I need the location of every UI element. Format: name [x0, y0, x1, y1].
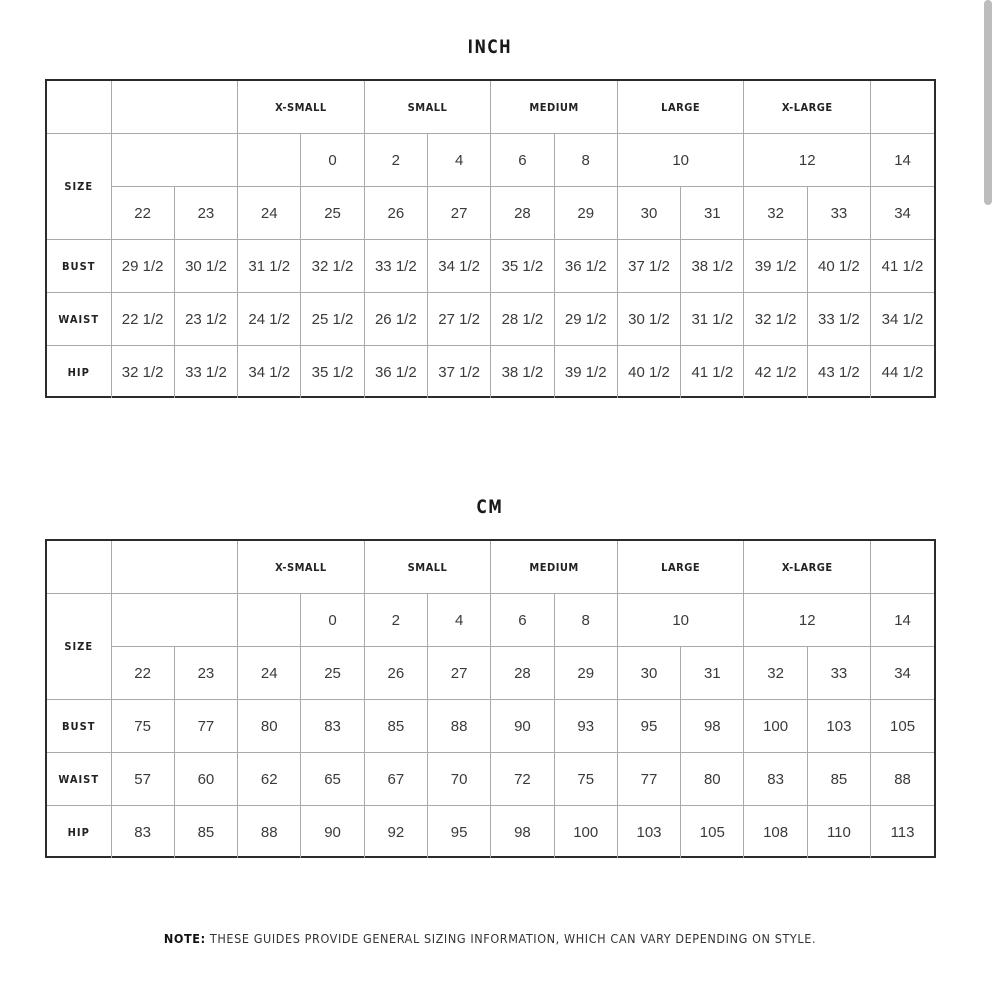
measurement-cell: 37 1/2: [427, 346, 490, 399]
waist-size-cell: 26: [364, 647, 427, 700]
waist-size-cell: 22: [111, 647, 174, 700]
measurement-cell: 36 1/2: [364, 346, 427, 399]
row-label-waist: WAIST: [47, 753, 111, 806]
waist-size-cell: 23: [174, 187, 237, 240]
measurement-cell: 83: [111, 806, 174, 859]
measurement-cell: 33 1/2: [174, 346, 237, 399]
measurement-cell: 38 1/2: [491, 346, 554, 399]
measurement-cell: 41 1/2: [681, 346, 744, 399]
measurement-cell: 35 1/2: [301, 346, 364, 399]
waist-size-cell: 31: [681, 187, 744, 240]
row-label-hip: HIP: [47, 806, 111, 859]
waist-size-cell: 27: [427, 187, 490, 240]
measurement-cell: 27 1/2: [427, 293, 490, 346]
table-row: [47, 806, 934, 859]
us-size-cell: 8: [554, 594, 617, 647]
measurement-cell: 75: [554, 753, 617, 806]
us-size-cell: 10: [617, 594, 744, 647]
measurement-cell: 36 1/2: [554, 240, 617, 293]
size-group-small: SMALL: [364, 541, 491, 594]
measurement-cell: 72: [491, 753, 554, 806]
table-row: [47, 647, 934, 700]
measurement-cell: 88: [871, 753, 934, 806]
measurement-cell: 22 1/2: [111, 293, 174, 346]
us-size-cell: 2: [364, 134, 427, 187]
row-label-size: SIZE: [47, 134, 111, 240]
measurement-cell: 80: [681, 753, 744, 806]
waist-size-cell: 24: [238, 187, 301, 240]
measurement-cell: 30 1/2: [174, 240, 237, 293]
waist-size-cell: 30: [617, 647, 680, 700]
measurement-cell: 42 1/2: [744, 346, 807, 399]
empty-cell: [47, 541, 111, 594]
us-size-cell: 0: [301, 134, 364, 187]
measurement-cell: 32 1/2: [744, 293, 807, 346]
measurement-cell: 60: [174, 753, 237, 806]
measurement-cell: 77: [174, 700, 237, 753]
measurement-cell: 77: [617, 753, 680, 806]
size-group-large: LARGE: [617, 541, 744, 594]
measurement-cell: 110: [807, 806, 870, 859]
waist-size-cell: 27: [427, 647, 490, 700]
row-label-bust: BUST: [47, 700, 111, 753]
measurement-cell: 98: [681, 700, 744, 753]
page-scrollbar[interactable]: [984, 0, 992, 205]
measurement-cell: 35 1/2: [491, 240, 554, 293]
measurement-cell: 105: [681, 806, 744, 859]
measurement-cell: 40 1/2: [807, 240, 870, 293]
empty-cell: [871, 541, 934, 594]
us-size-cell: 6: [491, 594, 554, 647]
waist-size-cell: 32: [744, 647, 807, 700]
measurement-cell: 70: [427, 753, 490, 806]
table-row: [47, 541, 934, 594]
table-row: [47, 293, 934, 346]
size-group-small: SMALL: [364, 81, 491, 134]
us-size-cell: 6: [491, 134, 554, 187]
measurement-cell: 28 1/2: [491, 293, 554, 346]
empty-cell: [111, 594, 238, 647]
size-group-large: LARGE: [617, 81, 744, 134]
measurement-cell: 85: [174, 806, 237, 859]
us-size-cell: 8: [554, 134, 617, 187]
empty-cell: [238, 134, 301, 187]
measurement-cell: 32 1/2: [111, 346, 174, 399]
measurement-cell: 62: [238, 753, 301, 806]
measurement-cell: 34 1/2: [427, 240, 490, 293]
measurement-cell: 33 1/2: [807, 293, 870, 346]
waist-size-cell: 23: [174, 647, 237, 700]
measurement-cell: 39 1/2: [744, 240, 807, 293]
size-group-medium: MEDIUM: [491, 81, 618, 134]
measurement-cell: 38 1/2: [681, 240, 744, 293]
inch-size-table: [45, 79, 936, 398]
note-prefix: NOTE:: [163, 931, 206, 946]
measurement-cell: 39 1/2: [554, 346, 617, 399]
measurement-cell: 85: [364, 700, 427, 753]
measurement-cell: 93: [554, 700, 617, 753]
note-text: THESE GUIDES PROVIDE GENERAL SIZING INFORMATION, WHICH CAN VARY DEPENDING ON STYLE.: [205, 931, 817, 946]
cm-section-title: CM: [476, 496, 504, 518]
measurement-cell: 98: [491, 806, 554, 859]
measurement-cell: 26 1/2: [364, 293, 427, 346]
row-label-size: SIZE: [47, 594, 111, 700]
empty-cell: [871, 81, 934, 134]
measurement-cell: 31 1/2: [238, 240, 301, 293]
size-group-xsmall: X-SMALL: [238, 81, 365, 134]
measurement-cell: 29 1/2: [111, 240, 174, 293]
measurement-cell: 92: [364, 806, 427, 859]
measurement-cell: 103: [807, 700, 870, 753]
us-size-cell: 0: [301, 594, 364, 647]
measurement-cell: 105: [871, 700, 934, 753]
size-group-xlarge: X-LARGE: [744, 81, 871, 134]
us-size-cell: 2: [364, 594, 427, 647]
measurement-cell: 90: [491, 700, 554, 753]
size-group-xsmall: X-SMALL: [238, 541, 365, 594]
us-size-cell: 4: [427, 594, 490, 647]
measurement-cell: 95: [617, 700, 680, 753]
table-row: [47, 753, 934, 806]
waist-size-cell: 22: [111, 187, 174, 240]
cm-size-table: [45, 539, 936, 858]
us-size-cell: 12: [744, 134, 871, 187]
measurement-cell: 100: [554, 806, 617, 859]
measurement-cell: 83: [301, 700, 364, 753]
measurement-cell: 24 1/2: [238, 293, 301, 346]
us-size-cell: 4: [427, 134, 490, 187]
measurement-cell: 100: [744, 700, 807, 753]
table-row: [47, 700, 934, 753]
waist-size-cell: 24: [238, 647, 301, 700]
size-group-medium: MEDIUM: [491, 541, 618, 594]
waist-size-cell: 29: [554, 647, 617, 700]
inch-section-title: INCH: [467, 36, 513, 58]
table-row: [47, 594, 934, 647]
measurement-cell: 113: [871, 806, 934, 859]
measurement-cell: 41 1/2: [871, 240, 934, 293]
sizing-note: [0, 931, 980, 946]
table-row: [47, 187, 934, 240]
measurement-cell: 23 1/2: [174, 293, 237, 346]
waist-size-cell: 32: [744, 187, 807, 240]
measurement-cell: 43 1/2: [807, 346, 870, 399]
measurement-cell: 30 1/2: [617, 293, 680, 346]
waist-size-cell: 25: [301, 187, 364, 240]
measurement-cell: 85: [807, 753, 870, 806]
waist-size-cell: 28: [491, 187, 554, 240]
empty-cell: [111, 81, 238, 134]
waist-size-cell: 28: [491, 647, 554, 700]
waist-size-cell: 26: [364, 187, 427, 240]
waist-size-cell: 34: [871, 187, 934, 240]
measurement-cell: 75: [111, 700, 174, 753]
waist-size-cell: 33: [807, 647, 870, 700]
measurement-cell: 88: [427, 700, 490, 753]
measurement-cell: 57: [111, 753, 174, 806]
table-row: [47, 81, 934, 134]
measurement-cell: 31 1/2: [681, 293, 744, 346]
measurement-cell: 95: [427, 806, 490, 859]
empty-cell: [238, 594, 301, 647]
measurement-cell: 103: [617, 806, 680, 859]
measurement-cell: 67: [364, 753, 427, 806]
table-row: [47, 134, 934, 187]
row-label-bust: BUST: [47, 240, 111, 293]
measurement-cell: 37 1/2: [617, 240, 680, 293]
size-group-xlarge: X-LARGE: [744, 541, 871, 594]
row-label-waist: WAIST: [47, 293, 111, 346]
measurement-cell: 90: [301, 806, 364, 859]
us-size-cell: 10: [617, 134, 744, 187]
waist-size-cell: 33: [807, 187, 870, 240]
waist-size-cell: 30: [617, 187, 680, 240]
empty-cell: [47, 81, 111, 134]
measurement-cell: 83: [744, 753, 807, 806]
empty-cell: [111, 541, 238, 594]
measurement-cell: 80: [238, 700, 301, 753]
waist-size-cell: 25: [301, 647, 364, 700]
measurement-cell: 32 1/2: [301, 240, 364, 293]
measurement-cell: 40 1/2: [617, 346, 680, 399]
row-label-hip: HIP: [47, 346, 111, 399]
empty-cell: [111, 134, 238, 187]
measurement-cell: 34 1/2: [871, 293, 934, 346]
measurement-cell: 25 1/2: [301, 293, 364, 346]
us-size-cell: 14: [871, 594, 934, 647]
table-row: [47, 346, 934, 399]
measurement-cell: 34 1/2: [238, 346, 301, 399]
measurement-cell: 29 1/2: [554, 293, 617, 346]
measurement-cell: 65: [301, 753, 364, 806]
us-size-cell: 14: [871, 134, 934, 187]
waist-size-cell: 31: [681, 647, 744, 700]
measurement-cell: 108: [744, 806, 807, 859]
table-row: [47, 240, 934, 293]
measurement-cell: 44 1/2: [871, 346, 934, 399]
measurement-cell: 33 1/2: [364, 240, 427, 293]
us-size-cell: 12: [744, 594, 871, 647]
waist-size-cell: 34: [871, 647, 934, 700]
measurement-cell: 88: [238, 806, 301, 859]
waist-size-cell: 29: [554, 187, 617, 240]
